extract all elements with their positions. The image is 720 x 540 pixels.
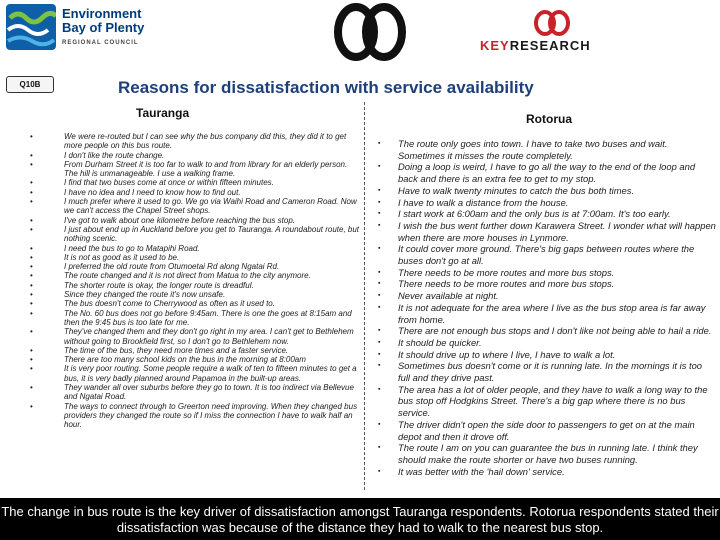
comment-item: • I preferred the old route from Otumoetai Rd along Ngatai Rd.: [34, 262, 362, 271]
comment-item: ▪ The area has a lot of older people, and they have to walk a long way to the bus stop off Hodgkins Street. There's a big gap where there is no bus service.: [378, 384, 716, 419]
org-council: REGIONAL COUNCIL: [62, 40, 139, 46]
column-divider: [364, 102, 365, 490]
comment-item: ▪ It was better with the 'hail down' service.: [378, 466, 716, 478]
key-red-rings-icon: [532, 10, 572, 36]
comment-item: ▪ Sometimes bus doesn't come or it is running late. In the mornings it is too full and they drive past.: [378, 360, 716, 383]
brand-research: RESEARCH: [509, 38, 591, 53]
comment-item: ▪ I have to walk a distance from the house.: [378, 197, 716, 209]
comment-item: • From Durham Street it is too far to walk to and from library for an elderly person. The hill is unmanageable. I use a walking frame.: [34, 160, 362, 179]
comment-item: • I much prefer where it used to go. We go via Waihi Road and Cameron Road. Now we can't access the Chapel Street shops.: [34, 197, 362, 216]
comment-item: • They wander all over suburbs before they go to town. It is too indirect via Bellevue and Ngatai Road.: [34, 383, 362, 402]
org-name-line1: Environment: [62, 6, 142, 21]
page-title: Reasons for dissatisfaction with service availability: [118, 78, 534, 97]
comment-item: ▪ The driver didn't open the side door to passengers to get on at the main depot and then it drove off.: [378, 419, 716, 442]
comment-item: ▪ Never available at night.: [378, 290, 716, 302]
brand-key: KEY: [480, 38, 510, 53]
rotorua-heading: Rotorua: [526, 112, 572, 126]
comment-item: • We were re-routed but I can see why the bus company did this, they did it to get more people on this bus route.: [34, 132, 362, 151]
comment-item: ▪ It should drive up to where I live, I have to walk a lot.: [378, 349, 716, 361]
comment-item: ▪ It should be quicker.: [378, 337, 716, 349]
comment-item: • The time of the bus, they need more times and a faster service.: [34, 346, 362, 355]
comment-item: • The bus doesn't come to Cherrywood as often as it used to.: [34, 299, 362, 308]
comment-item: • The No. 60 bus does not go before 9:45am. There is one the goes at 8:15am and then the 9:45 bus is too late for me.: [34, 309, 362, 328]
comment-item: ▪ Have to walk twenty minutes to catch the bus both times.: [378, 185, 716, 197]
comment-item: • The shorter route is okay, the longer route is dreadful.: [34, 281, 362, 290]
comment-item: • They've changed them and they don't go right in my area. I can't get to Bethlehem without going to Brookfield first, so I don't go to Bethlehem now.: [34, 327, 362, 346]
comment-item: ▪ It is not adequate for the area where I live as the bus stop area is far away from home.: [378, 302, 716, 325]
comment-item: • It is very poor routing. Some people require a walk of ten to fifteen minutes to get a bus, it is very badly planned around Papamoa in the built-up areas.: [34, 364, 362, 383]
comment-item: ▪ There are not enough bus stops and I don't like not being able to hail a ride.: [378, 325, 716, 337]
comment-item: ▪ It could cover more ground. There's big gaps between routes where the buses don't go at all.: [378, 243, 716, 266]
summary-footer: The change in bus route is the key driver of dissatisfaction amongst Tauranga respondents. Rotorua respondents stated their dissatisfaction was because of the distance they had to walk to the nearest bus stop.: [0, 498, 720, 540]
comment-item: ▪ Doing a loop is weird, I have to go all the way to the end of the loop and back and there is an extra fee to get to my stop.: [378, 161, 716, 184]
keyresearch-logo: [480, 10, 640, 60]
comment-item: ▪ The route I am on you can guarantee the bus in running late. I think they should make the route shorter or have two buses running.: [378, 442, 716, 465]
comment-item: • The ways to connect through to Greerton need improving. When they changed bus providers they changed the route so if I miss the connection I have to walk half an hour.: [34, 402, 362, 430]
comment-item: • Since they changed the route it's now unsafe.: [34, 290, 362, 299]
question-tag: Q10B: [6, 76, 54, 93]
tauranga-heading: Tauranga: [136, 106, 190, 120]
comment-item: • I have no idea and I need to know how to find out.: [34, 188, 362, 197]
key-rings-logo-icon: [330, 2, 410, 62]
comment-item: • I don't like the route change.: [34, 151, 362, 160]
org-name-line2: Bay of Plenty: [62, 20, 145, 35]
comment-item: ▪ I wish the bus went further down Karawera Street. I wonder what will happen when there are more houses in Lynmore.: [378, 220, 716, 243]
waves-emblem-icon: [6, 4, 56, 50]
comment-item: • I just about end up in Auckland before you get to Tauranga. A roundabout route, but nothing scenic.: [34, 225, 362, 244]
comment-item: • I find that two buses come at once or within fifteen minutes.: [34, 178, 362, 187]
comment-item: ▪ There needs to be more routes and more bus stops.: [378, 267, 716, 279]
comment-item: • It is not as good as it used to be.: [34, 253, 362, 262]
org-name: [62, 7, 144, 35]
comment-item: ▪ There needs to be more routes and more bus stops.: [378, 278, 716, 290]
comment-item: ▪ The route only goes into town. I have to take two buses and wait. Sometimes it misses the route completely.: [378, 138, 716, 161]
environment-bop-logo: [6, 4, 156, 52]
keyresearch-wordmark: [480, 38, 591, 53]
comment-item: • I've got to walk about one kilometre before reaching the bus stop.: [34, 216, 362, 225]
comment-item: • The route changed and it is not direct from Matua to the city anymore.: [34, 271, 362, 280]
comment-item: ▪ I start work at 6:00am and the only bus is at 7:00am. It's too early.: [378, 208, 716, 220]
tauranga-comments: [34, 132, 362, 430]
comment-item: • There are too many school kids on the bus in the morning at 8:00am: [34, 355, 362, 364]
comment-item: • I need the bus to go to Matapihi Road.: [34, 244, 362, 253]
rotorua-comments: [378, 138, 716, 477]
